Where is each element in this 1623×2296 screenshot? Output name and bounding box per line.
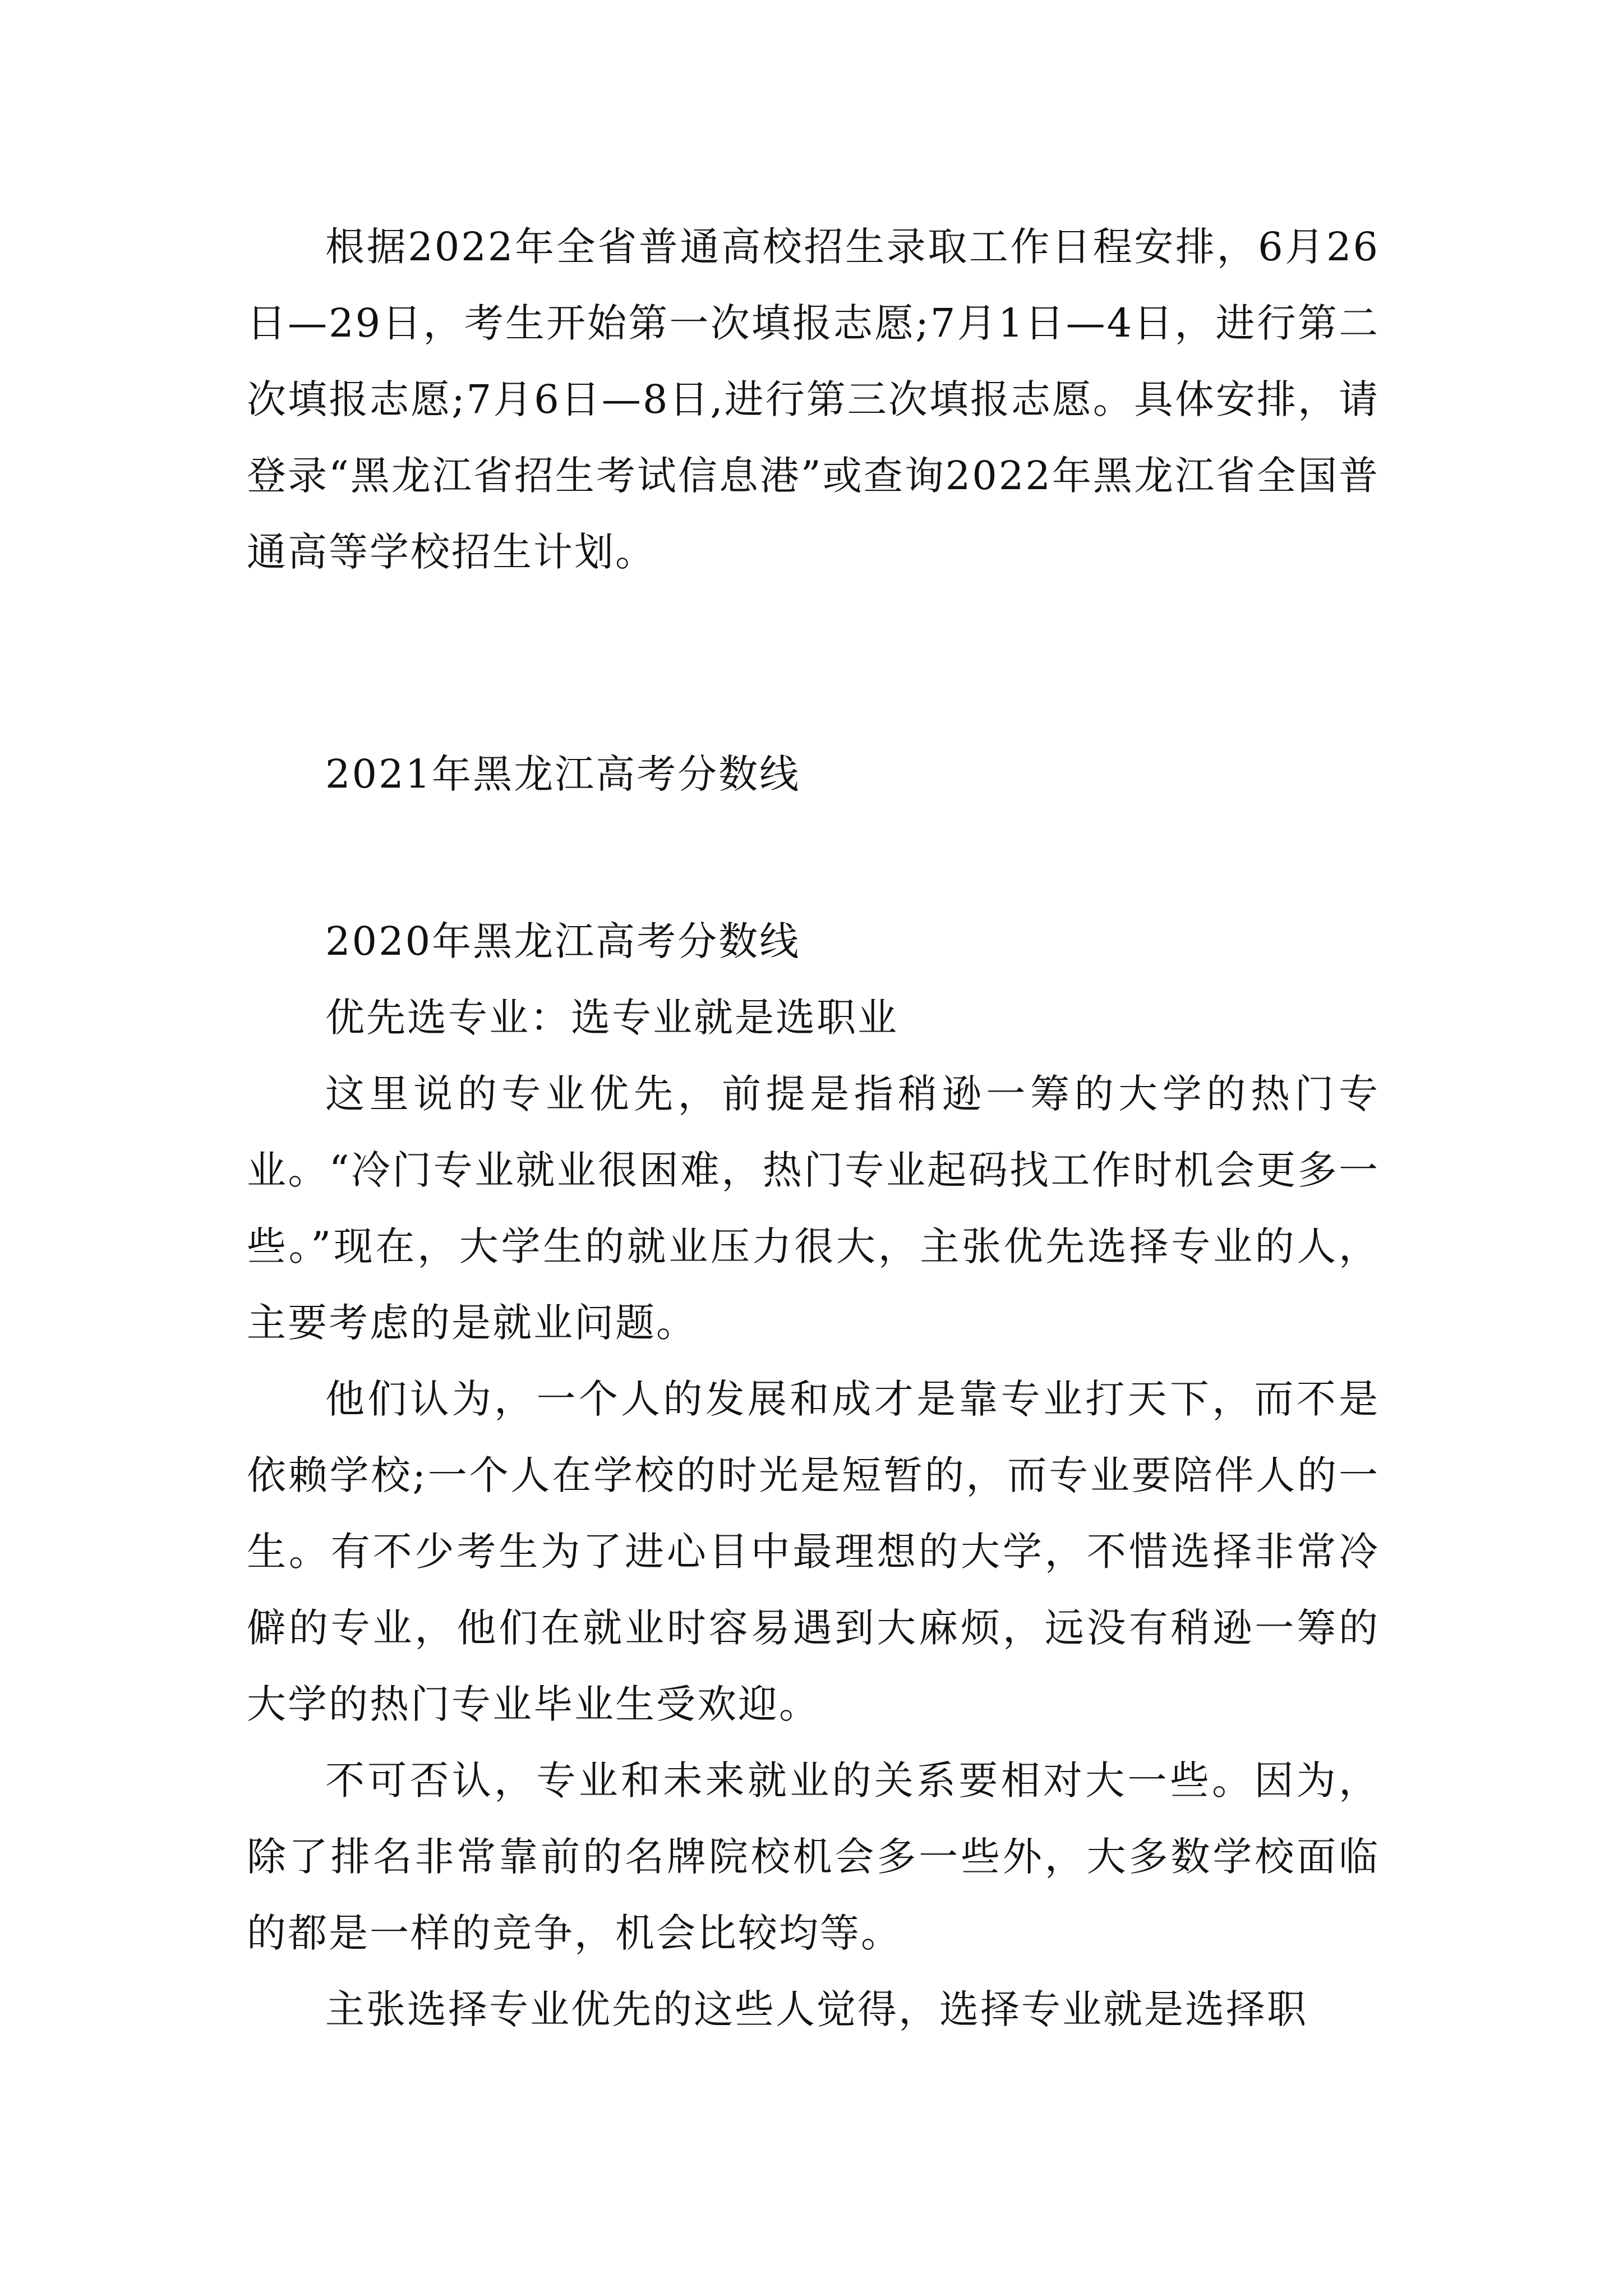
heading-2020: 2020年黑龙江高考分数线 <box>325 918 801 964</box>
body-paragraph: 主张选择专业优先的这些人觉得，选择专业就是选择职 <box>325 1986 1308 2032</box>
body-paragraph: 他们认为，一个人的发展和成才是靠专业打天下，而不是依赖学校;一个人在学校的时光是短暂的，而专业要陪伴人的一生。有不少考生为了进心目中最理想的大学，不惜选择非常冷僻的专业，他们在就业时容易遇到大麻烦，远没有稍逊一筹的大学的热门专业毕业生受欢迎。 <box>247 1376 1380 1727</box>
heading-2021: 2021年黑龙江高考分数线 <box>325 751 801 797</box>
section-title: 优先选专业：选专业就是选职业 <box>325 995 898 1041</box>
intro-paragraph: 根据2022年全省普通高校招生录取工作日程安排，6月26日—29日，考生开始第一次填报志愿;7月1日—4日，进行第二次填报志愿;7月6日—8日,进行第三次填报志愿。具体安排，请登录“黑龙江省招生考试信息港”或查询2022年黑龙江省全国普通高等学校招生计划。 <box>247 224 1380 575</box>
intro-section <box>247 209 1380 590</box>
body-paragraph: 这里说的专业优先，前提是指稍逊一筹的大学的热门专业。“冷门专业就业很困难，热门专业起码找工作时机会更多一些。”现在，大学生的就业压力很大，主张优先选择专业的人，主要考虑的是就业问题。 <box>247 1071 1380 1346</box>
main-section <box>247 903 1380 2047</box>
body-paragraph: 不可否认，专业和未来就业的关系要相对大一些。因为，除了排名非常靠前的名牌院校机会多一些外，大多数学校面临的都是一样的竞争，机会比较均等。 <box>247 1757 1380 1956</box>
heading-2021-section <box>247 736 1380 812</box>
